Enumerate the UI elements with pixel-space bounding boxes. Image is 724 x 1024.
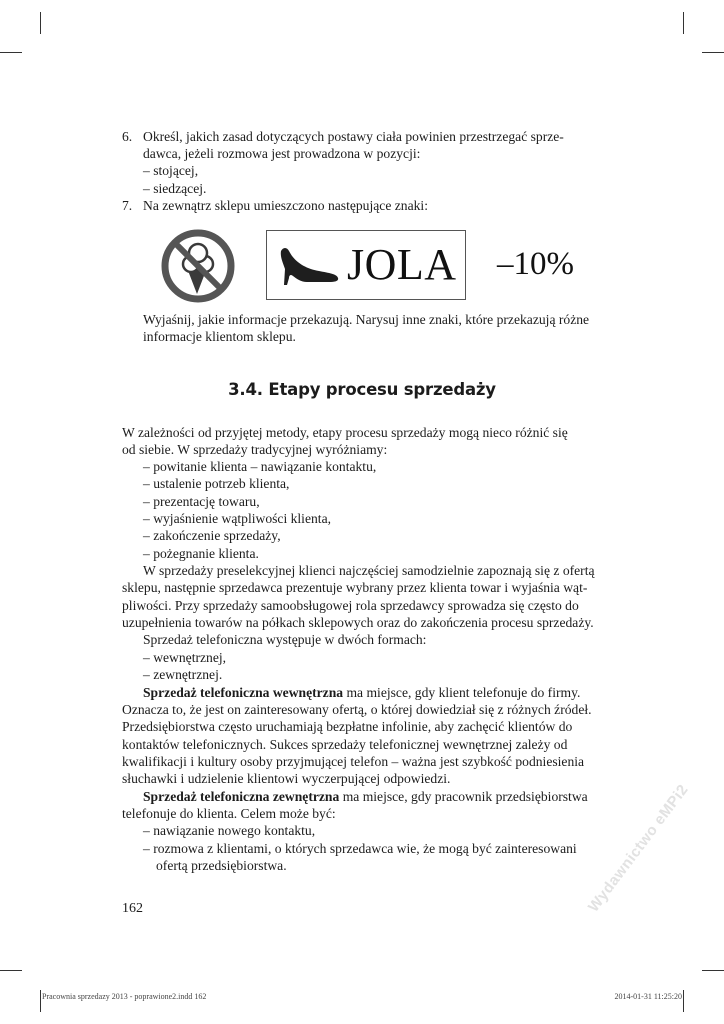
question-7-number: 7. — [122, 198, 133, 213]
crop-mark — [702, 52, 724, 53]
paragraph-line: uzupełnienia towarów na półkach sklepowych oraz do zakończenia procesu sprzedaży. — [122, 615, 594, 630]
stage-list-item: – ustalenie potrzeb klienta, — [143, 476, 290, 491]
crop-mark — [702, 970, 724, 971]
question-6-line2: dawca, jeżeli rozmowa jest prowadzona w pozycji: — [143, 146, 421, 161]
goal-list-item: – nawiązanie nowego kontaktu, — [143, 823, 316, 838]
stage-list-item: – pożegnanie klienta. — [143, 546, 259, 561]
paragraph-line: słuchawki i udzielenie klientowi wyczerpującej odpowiedzi. — [122, 771, 451, 786]
paragraph-line: telefonuje do klienta. Celem może być: — [122, 806, 336, 821]
question-7-line1: Na zewnątrz sklepu umieszczono następujące znaki: — [143, 198, 428, 213]
phone-sales-intro: Sprzedaż telefoniczna występuje w dwóch formach: — [143, 632, 427, 647]
intro-line: W zależności od przyjętej metody, etapy procesu sprzedaży mogą nieco różnić się — [122, 425, 568, 440]
high-heel-shoe-icon — [277, 243, 341, 287]
page-number: 162 — [122, 901, 143, 916]
question-6-option: – siedzącej. — [143, 181, 207, 196]
crop-mark — [683, 990, 684, 1012]
paragraph-line: Przedsiębiorstwa często uruchamiają bezpłatne infolinie, aby zachęcić klientów do — [122, 719, 573, 734]
no-ice-cream-sign-icon — [160, 228, 236, 304]
goal-list-item: – rozmowa z klientami, o których sprzedawca wie, że mogą być zainteresowani — [143, 841, 577, 856]
footer-timestamp: 2014-01-31 11:25:20 — [614, 992, 682, 1001]
crop-mark — [40, 12, 41, 34]
crop-mark — [683, 12, 684, 34]
internal-sales-rest: ma miejsce, gdy klient telefonuje do firmy. — [343, 685, 581, 700]
crop-mark — [0, 52, 22, 53]
paragraph-line: Oznacza to, że jest on zainteresowany ofertą, o której dowiedział się z różnych źródeł. — [122, 702, 592, 717]
external-sales-term: Sprzedaż telefoniczna zewnętrzna — [143, 789, 340, 804]
stage-list-item: – wyjaśnienie wątpliwości klienta, — [143, 511, 332, 526]
crop-mark — [0, 970, 22, 971]
paragraph-line: pliwości. Przy sprzedaży samoobsługowej rola sprzedawcy sprowadza się często do — [122, 598, 579, 613]
question-7-task-line2: informacje klientom sklepu. — [143, 329, 296, 344]
footer-filename: Pracownia sprzedazy 2013 - poprawione2.indd 162 — [42, 992, 207, 1001]
question-6-number: 6. — [122, 129, 133, 144]
watermark: Wydawnictwo eMPi2 — [585, 781, 692, 916]
shop-sign — [266, 230, 466, 300]
stage-list-item: – zakończenie sprzedaży, — [143, 528, 281, 543]
crop-mark — [40, 990, 41, 1012]
paragraph-line: sklepu, następnie sprzedawca prezentuje wybrany przez klienta towar i wyjaśnia wąt- — [122, 580, 588, 595]
stage-list-item: – powitanie klienta – nawiązanie kontaktu, — [143, 459, 377, 474]
internal-sales-line — [143, 684, 580, 701]
question-6-option: – stojącej, — [143, 163, 199, 178]
phone-form-item: – zewnętrznej. — [143, 667, 223, 682]
internal-sales-term: Sprzedaż telefoniczna wewnętrzna — [143, 685, 344, 700]
paragraph-line: kontaktów telefonicznych. Sukces sprzedaży telefonicznej wewnętrznej zależy od — [122, 737, 568, 752]
question-6-line1: Określ, jakich zasad dotyczących postawy ciała powinien przestrzegać sprze- — [143, 129, 564, 144]
phone-form-item: – wewnętrznej, — [143, 650, 227, 665]
stage-list-item: – prezentację towaru, — [143, 494, 260, 509]
section-heading: 3.4. Etapy procesu sprzedaży — [228, 380, 496, 399]
paragraph-line: kwalifikacji i kultury osoby przyjmującej telefon – ważna jest szybkość podniesienia — [122, 754, 585, 769]
shop-name: JOLA — [347, 240, 457, 289]
intro-line: od siebie. W sprzedaży tradycyjnej wyróżniamy: — [122, 442, 388, 457]
external-sales-line — [143, 788, 588, 805]
paragraph-line: W sprzedaży preselekcyjnej klienci najczęściej samodzielnie zapoznają się z ofertą — [143, 563, 595, 578]
external-sales-rest: ma miejsce, gdy pracownik przedsiębiorstwa — [339, 789, 588, 804]
discount-sign: –10% — [497, 246, 574, 282]
question-7-task-line1: Wyjaśnij, jakie informacje przekazują. Narysuj inne znaki, które przekazują różne — [143, 312, 590, 327]
goal-list-item: ofertą przedsiębiorstwa. — [156, 858, 287, 873]
